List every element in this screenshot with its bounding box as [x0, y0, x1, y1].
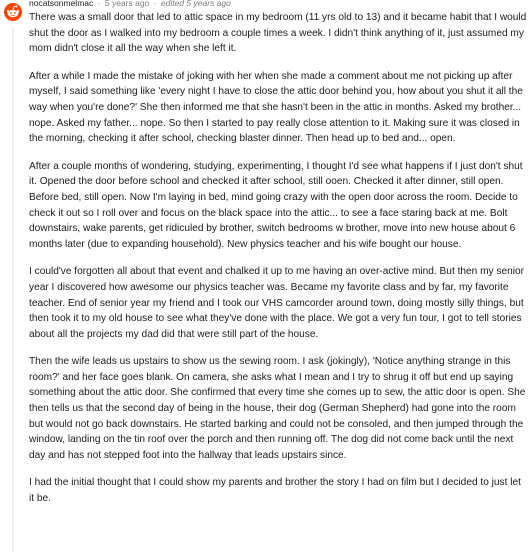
edited-timestamp: edited 5 years ago — [160, 0, 231, 8]
comment-body — [29, 10, 527, 507]
meta-separator: · — [97, 0, 101, 8]
comment-author[interactable]: nocatsonmelmac — [29, 0, 94, 8]
comment-paragraph-4: I could've forgotten all about that event and chalked it up to me having an over-active mind. But then my senior year I discovered how awesome our physics teacher was. Became my favorite class and by far, my favorite teacher. End of senior year my friend and I took our VHS camcorder around town, doing mostly silly things, but then took it to my old house to see what they've done with the place. We got a very fun tour, I got to tell stories about all the projects my dad did that were still part of the house. — [29, 266, 524, 340]
comment-timestamp[interactable]: 5 years ago — [104, 0, 150, 8]
thread-collapse-line[interactable] — [12, 27, 14, 552]
comment-meta — [29, 0, 231, 9]
comment-paragraph-2: After a while I made the mistake of joking with her when she made a comment about me not picking up after myself, I said something like 'every night I have to close the attic door behind you, how about you shut it all the way when you're done?' She then informed me that she hasn't been in the attic in months. Asked my brother... nope. Asked my father... nope. So then I started to pay really close attention to it. Making sure it was closed in the morning, checking it after school, checking blaster dinner. Then head up to bed and... open. — [29, 70, 523, 145]
reddit-snoo-avatar-icon[interactable] — [4, 3, 22, 21]
comment-paragraph-3: After a couple months of wondering, studying, experimenting, I thought I'd see what happens if I just don't shut it. Opened the door before school and checked it after school, still ooen. Checked it after dinner, still open. Before bed, still open. Now I'm laying in bed, mind going crazy with the open door across the room. Decide to check it out so I roll over and focus on the black space into the attic... to see a face staring back at me. Bolt downstairs, wake parents, get ridiculed by brother, switch bedrooms w brother, move into new house about 6 months later (due to expanding household). New physics teacher and his wife bought our house. — [29, 160, 523, 250]
comment-paragraph-1: There was a small door that led to attic space in my bedroom (11 yrs old to 13) and it became habit that I would shut the door as I walked into my bedroom a couple times a week. I didn't think anything of it, just assumed my mom didn't close it all the way when she left it. — [29, 12, 527, 55]
comment-paragraph-6: I had the initial thought that I could show my parents and brother the story I had on film but I decided to just let it be. — [29, 477, 521, 505]
avatar-graphic — [4, 3, 22, 21]
comment-paragraph-5: Then the wife leads us upstairs to show us the sewing room. I ask (jokingly), 'Notice anything strange in this room?' and her face goes blank. On camera, she asks what I mean and I try to shrug it off but end up saying something about the attic door. She confirmed that every time she comes up to sew, the attic door is open. She then tells us that the second day of being in the house, their dog (German Shepherd) had gone into the room but would not go back downstairs. He started barking and could not be consoled, and then jumped through the window, landing on the tin roof over the porch and then running off. The dog did not come back until the next day and has not stepped foot into the hallway that leads upstairs since. — [29, 356, 526, 461]
meta-separator-2: · — [153, 0, 157, 8]
